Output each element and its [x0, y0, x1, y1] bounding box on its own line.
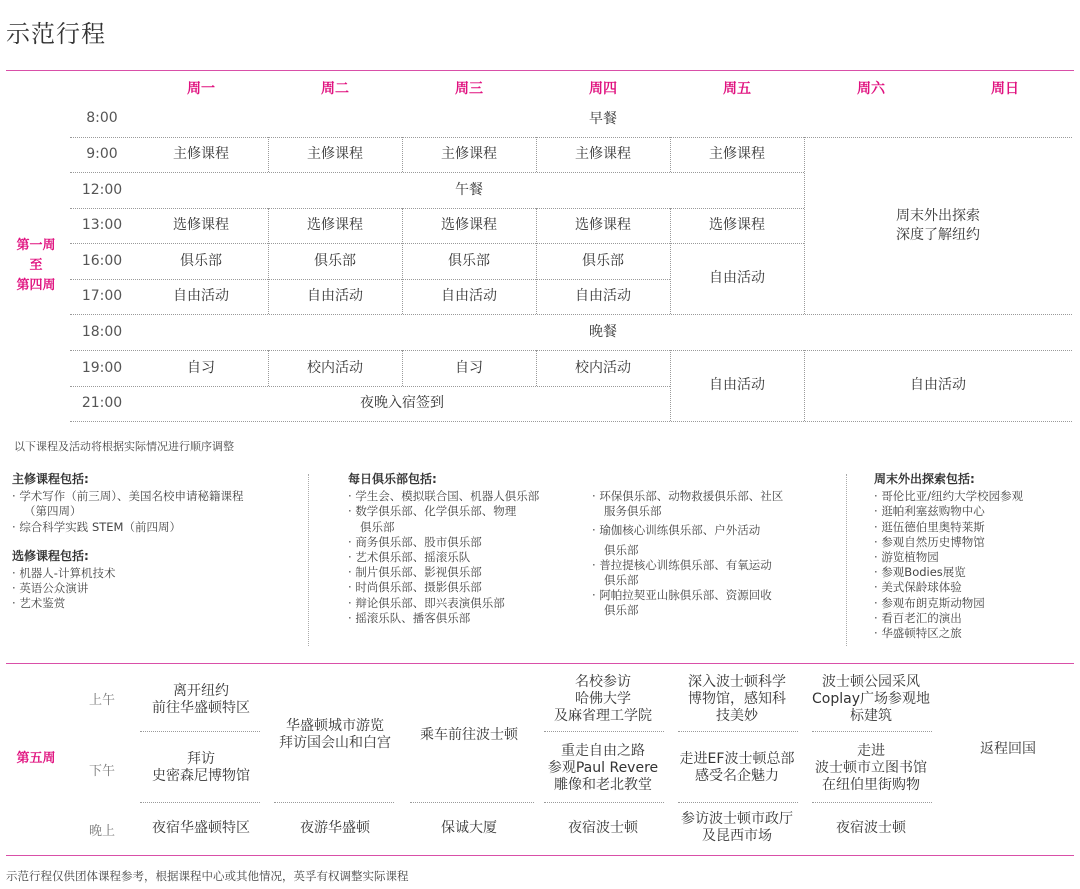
w5-text: 技美妙 — [716, 708, 758, 724]
list-divider — [308, 474, 309, 646]
w5-tue-day — [268, 668, 402, 802]
free-activity-tue: 自由活动 — [307, 288, 363, 304]
w5-sat-eve: 夜宿波士顿 — [836, 819, 906, 836]
club-tue: 俱乐部 — [314, 252, 356, 269]
w5-text: 离开纽约 — [173, 682, 229, 699]
w5-thu-pm — [536, 734, 670, 802]
grid-line — [544, 802, 664, 803]
w5-text: 名校参访 — [575, 674, 631, 690]
elective-tue: 选修课程 — [307, 217, 363, 233]
time-1600: 16:00 — [81, 253, 123, 269]
w5-text: 及麻省理工学院 — [554, 708, 652, 724]
time-1300: 13:00 — [81, 217, 123, 233]
weeks-label-line2: 至 — [29, 258, 43, 273]
campus-activity-tue: 校内活动 — [307, 359, 363, 376]
time-0800: 8:00 — [86, 110, 118, 126]
lunch-cell: 午餐 — [455, 181, 483, 198]
list-item: · 时尚俱乐部、摄影俱乐部 — [348, 580, 588, 595]
time-1900: 19:00 — [81, 360, 123, 376]
list-item: · 综合科学实践 STEM（前四周） — [12, 520, 302, 535]
w5-text: 华盛顿城市游览 — [286, 718, 384, 734]
list-divider — [846, 474, 847, 646]
list-item-cont: 俱乐部 — [604, 573, 639, 588]
w5-text: 走进EF波士顿总部 — [679, 751, 795, 767]
day-header-mon: 周一 — [187, 81, 215, 97]
w5-tue-eve: 夜游华盛顿 — [300, 819, 370, 836]
w5-text: 拜访国会山和白宫 — [279, 735, 391, 751]
page-title: 示范行程 — [6, 20, 106, 48]
list-item: · 机器人-计算机技术 — [12, 566, 302, 581]
list-item: · 普拉提核心训练俱乐部、有氧运动 — [592, 558, 832, 573]
elective-fri: 选修课程 — [709, 217, 765, 233]
evening-free-fri: 自由活动 — [709, 377, 765, 393]
slot-evening: 晚上 — [88, 824, 115, 839]
list-item-cont: 俱乐部 — [604, 603, 639, 618]
time-1700: 17:00 — [81, 288, 123, 304]
list-item-cont: 俱乐部 — [604, 542, 639, 557]
time-0900: 9:00 — [86, 146, 118, 162]
club-thu: 俱乐部 — [582, 252, 624, 269]
core-courses-heading: 主修课程包括: — [12, 472, 89, 486]
club-mon: 俱乐部 — [180, 252, 222, 269]
w5-text: 波士顿市立图书馆 — [815, 759, 927, 776]
list-item: · 参观自然历史博物馆 — [874, 535, 1074, 550]
daily-clubs-heading: 每日俱乐部包括: — [348, 472, 437, 486]
w5-text: 深入波士顿科学 — [688, 674, 786, 690]
w5-wed-day: 乘车前往波士顿 — [420, 726, 518, 743]
w5-text: 参观Paul Revere — [547, 759, 659, 776]
top-rule — [6, 70, 1074, 71]
list-item: · 环保俱乐部、动物救援俱乐部、社区 — [592, 489, 832, 504]
day-header-fri: 周五 — [723, 81, 751, 97]
list-item: · 艺术俱乐部、摇滚乐队 — [348, 550, 588, 565]
grid-line — [410, 802, 534, 803]
w5-text: 拜访 — [187, 751, 215, 767]
weekend-explore-heading: 周末外出探索包括: — [874, 472, 975, 486]
order-note: 以下课程及活动将根据实际情况进行顺序调整 — [14, 440, 234, 453]
grid-line — [678, 802, 798, 803]
core-course-fri: 主修课程 — [709, 146, 765, 162]
w5-fri-pm — [670, 734, 804, 802]
core-course-wed: 主修课程 — [441, 146, 497, 162]
daily-clubs-list — [348, 472, 588, 626]
breakfast-cell: 早餐 — [589, 111, 617, 127]
w5-text: 参访波士顿市政厅 — [681, 811, 793, 827]
w5-text: 前往华盛顿特区 — [152, 699, 250, 716]
elective-wed: 选修课程 — [441, 217, 497, 233]
w5-text: 雕像和老北教堂 — [554, 776, 652, 793]
list-item: · 摇滚乐队、播客俱乐部 — [348, 611, 588, 626]
section-rule — [6, 663, 1074, 664]
list-item: · 华盛顿特区之旅 — [874, 626, 1074, 641]
list-item: · 艺术鉴赏 — [12, 596, 302, 611]
list-item: · 制片俱乐部、影视俱乐部 — [348, 565, 588, 580]
weeks-label-line1: 第一周 — [16, 238, 56, 253]
w5-sat-am — [804, 668, 938, 731]
w5-text: 走进 — [857, 742, 885, 759]
core-courses-list — [12, 472, 302, 612]
list-item: · 看百老汇的演出 — [874, 611, 1074, 626]
day-header-wed: 周三 — [455, 81, 483, 97]
elective-mon: 选修课程 — [173, 217, 229, 233]
daily-clubs-list-2 — [592, 489, 832, 619]
w5-thu-eve: 夜宿波士顿 — [568, 819, 638, 836]
grid-line — [140, 802, 260, 803]
time-2100: 21:00 — [81, 395, 123, 411]
w5-mon-pm — [134, 734, 268, 802]
self-study-wed: 自习 — [455, 359, 483, 376]
time-1800: 18:00 — [81, 324, 123, 340]
list-item: · 辩论俱乐部、即兴表演俱乐部 — [348, 596, 588, 611]
week-5-label: 第五周 — [16, 751, 56, 766]
core-course-mon: 主修课程 — [173, 146, 229, 162]
campus-activity-thu: 校内活动 — [575, 359, 631, 376]
w5-fri-eve — [670, 805, 804, 851]
w5-text: 波士顿公园采风 — [822, 674, 920, 690]
day-header-sat: 周六 — [857, 81, 885, 97]
time-1200: 12:00 — [81, 182, 123, 198]
w5-text: 哈佛大学 — [575, 691, 631, 707]
self-study-mon: 自习 — [187, 359, 215, 376]
w5-text: 标建筑 — [850, 708, 892, 724]
grid-line — [812, 802, 932, 803]
w5-sat-pm — [804, 734, 938, 802]
club-wed: 俱乐部 — [448, 252, 490, 269]
elective-courses-heading: 选修课程包括: — [12, 548, 89, 563]
w5-text: 在纽伯里街购物 — [822, 776, 920, 793]
w5-text: Coplay广场参观地 — [812, 691, 930, 707]
grid-line — [544, 731, 664, 732]
free-activity-wed: 自由活动 — [441, 288, 497, 304]
weekend-explore-line2: 深度了解纽约 — [896, 226, 980, 243]
list-item: · 商务俱乐部、股市俱乐部 — [348, 535, 588, 550]
weeks-1-4-label — [6, 236, 66, 296]
list-item: · 逛帕利塞兹购物中心 — [874, 504, 1074, 519]
list-item: · 游览植物园 — [874, 550, 1074, 565]
list-item-cont: （第四周） — [24, 504, 82, 519]
footer-note: 示范行程仅供团体课程参考，根据课程中心或其他情况，英孚有权调整实际课程 — [6, 869, 409, 883]
free-activity-thu: 自由活动 — [575, 288, 631, 304]
checkin-cell: 夜晚入宿签到 — [360, 395, 444, 411]
core-course-thu: 主修课程 — [575, 146, 631, 162]
w5-text: 史密森尼博物馆 — [152, 768, 250, 784]
list-item: · 学术写作（前三周）、美国名校申请秘籍课程 — [12, 489, 302, 504]
grid-line — [274, 802, 394, 803]
w5-sun: 返程回国 — [980, 741, 1036, 757]
list-item: · 逛伍德伯里奥特莱斯 — [874, 520, 1074, 535]
day-header-thu: 周四 — [589, 81, 617, 97]
slot-morning: 上午 — [88, 693, 115, 708]
grid-line — [812, 731, 932, 732]
list-item: · 阿帕拉契亚山脉俱乐部、资源回收 — [592, 588, 832, 603]
list-item-cont: 服务俱乐部 — [604, 504, 662, 519]
grid-line — [140, 731, 260, 732]
list-item: · 英语公众演讲 — [12, 581, 302, 596]
w5-mon-eve: 夜宿华盛顿特区 — [152, 819, 250, 836]
list-item: · 学生会、模拟联合国、机器人俱乐部 — [348, 489, 588, 504]
w5-fri-am — [670, 668, 804, 731]
evening-free-weekend: 自由活动 — [910, 377, 966, 393]
w5-thu-am — [536, 668, 670, 731]
grid-line — [70, 421, 1072, 422]
list-item: · 参观Bodies展览 — [874, 565, 1074, 580]
list-item: · 数学俱乐部、化学俱乐部、物理 — [348, 504, 588, 519]
w5-text: 重走自由之路 — [561, 742, 645, 759]
weeks-label-line3: 第四周 — [16, 278, 56, 293]
list-item: · 哥伦比亚/纽约大学校园参观 — [874, 489, 1074, 504]
dinner-cell: 晚餐 — [589, 323, 617, 340]
slot-afternoon: 下午 — [88, 764, 115, 779]
w5-wed-eve: 保诚大厦 — [441, 819, 497, 836]
list-item: · 参观布朗克斯动物园 — [874, 596, 1074, 611]
weekend-explore-list — [874, 472, 1074, 641]
day-header-sun: 周日 — [991, 81, 1019, 97]
w5-text: 博物馆，感知科 — [688, 691, 786, 707]
bottom-rule — [6, 855, 1074, 856]
day-header-tue: 周二 — [321, 81, 349, 97]
free-activity-fri: 自由活动 — [709, 270, 765, 286]
w5-mon-am — [134, 668, 268, 731]
core-course-tue: 主修课程 — [307, 146, 363, 162]
weekend-explore-cell — [804, 137, 1072, 314]
list-item: · 美式保龄球体验 — [874, 580, 1074, 595]
w5-text: 及昆西市场 — [702, 828, 772, 844]
grid-line — [678, 731, 798, 732]
free-activity-mon: 自由活动 — [173, 288, 229, 304]
list-item: · 瑜伽核心训练俱乐部、户外活动 — [592, 523, 832, 538]
elective-thu: 选修课程 — [575, 217, 631, 233]
w5-text: 感受名企魅力 — [695, 768, 779, 784]
weekend-explore-line1: 周末外出探索 — [896, 207, 980, 224]
list-item-cont: 俱乐部 — [360, 519, 395, 534]
